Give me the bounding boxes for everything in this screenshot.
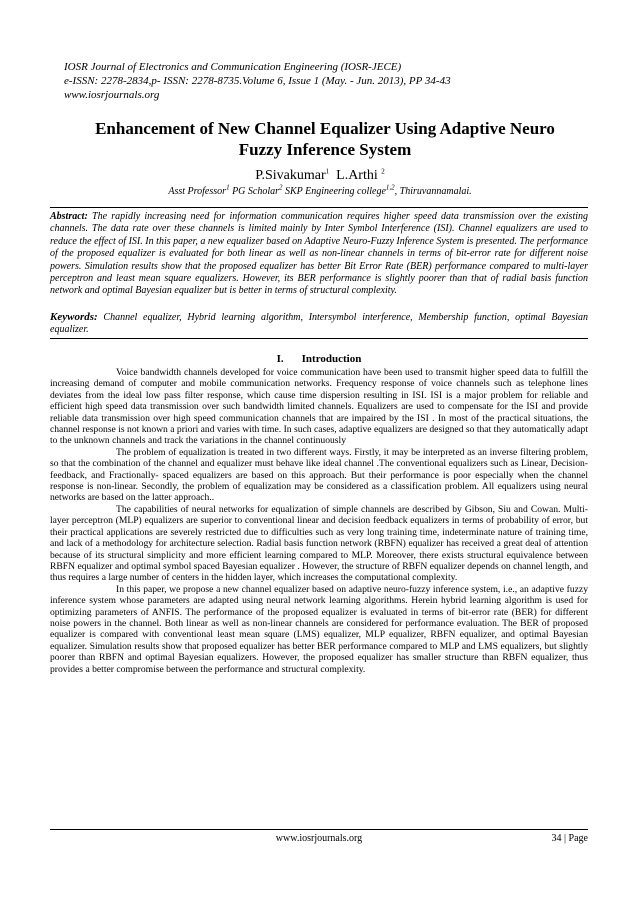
affiliation-text: SKP Engineering college — [282, 186, 386, 197]
keywords-label: Keywords: — [50, 311, 98, 323]
author-line — [64, 168, 576, 184]
section-title: Introduction — [301, 353, 362, 365]
author-name: L.Arthi — [336, 168, 378, 183]
body-paragraph: Voice bandwidth channels developed for voice communication have been used to transmit higher speed data to fulfill the increasing demand of computer and mobile communication networks. Frequency response of voice channels such as telephone lines deviates from the ideal low pass filter response, which cause time dispersion resulting in ISI. ISI is a major problem for reliable and efficient high speed data transmission over such bandwidth limited channels. Equalizers are used to compensate for the ISI and provide reliable data transmission over high speed communication channels that are impaired by the ISI . In most of the practical situations, the channel response is not known a priori and varies with time. In such cases, adaptive equalizers are designed so that they automatically adapt to the unknown channels and track the variations in the channel continuously — [50, 367, 588, 447]
affiliation-superscript: 2 — [279, 183, 283, 192]
footer-url: www.iosrjournals.org — [275, 833, 363, 844]
affiliation-text: PG Scholar — [229, 186, 280, 197]
footer-rule — [50, 829, 588, 830]
affiliation-text: Asst Professor — [168, 186, 227, 197]
affiliation-superscript: 1,2 — [385, 183, 395, 192]
affiliation-superscript: 1 — [226, 183, 230, 192]
affiliation-line — [64, 183, 576, 198]
keywords-block — [50, 311, 588, 337]
abstract-text: The rapidly increasing need for information communication requires higher speed data transmission over the existing channels. The data rate over these channels is limited mainly by Inter Symbol Interference (ISI). Channel equalizers are used to reduce the effect of ISI. In this paper, a new equalizer based on Adaptive Neuro-Fuzzy Inference System is presented. The performance of the proposed equalizer is evaluated for both linear as well as non-linear channels in terms of bit-error rate for different noise powers. Simulation results show that the proposed equalizer has better Bit Error Rate (BER) performance compared to multi-layer perceptron and least mean square equalizers. However, its BER performance is slightly poorer than that of radial basis function network and optimal Bayesian equalizer but is better in terms of structural complexity. — [50, 211, 589, 297]
journal-url: www.iosrjournals.org — [64, 89, 160, 101]
abstract-label: Abstract: — [50, 211, 88, 222]
author-superscript: 1 — [325, 167, 330, 176]
author-superscript: 2 — [381, 167, 385, 176]
body-text — [50, 367, 588, 675]
body-paragraph: The capabilities of neural networks for equalization of simple channels are described by Gibson, Siu and Cowan. Multi-layer perceptron (MLP) equalizers are superior to conventional linear and decision feedback equalizers in terms of probability of error, but their practical applications are severely restricted due to difficulties such as very long training time, indeterminate nature of training time, and lack of a methodology for architecture selection. Radial basis function network (RBFN) equalizer has received a great deal of attention because of its structural simplicity and more efficient learning compared to MLP. Moreover, there exists structural equivalence between RBFN equalizer and optimal symbol spaced Bayesian equalizer . However, the structure of RBFN equalizer depends on channel length, and thus requires a large number of centers in the hidden layer, which increases the computational complexity. — [50, 503, 588, 584]
abstract-top-rule — [50, 207, 588, 208]
body-paragraph: In this paper, we propose a new channel equalizer based on adaptive neuro-fuzzy inference system, i.e., an adaptive fuzzy inference system whose parameters are adapted using neural network learning algorithms. Herein hybrid learning algorithm is used for optimizing parameters of ANFIS. The performance of the proposed equalizer is evaluated in terms of bit-error rate (BER) for different noise powers in the channel. Both linear as well as non-linear channels are considered for performance evaluation. The BER of proposed equalizer is compared with conventional least mean square (LMS) equalizer, MLP equalizer, RBFN equalizer, and optimal Bayesian equalizer. Simulation results show that proposed equalizer has better BER performance compared to MLP and LMS equalizers, but slightly poorer than RBFN and optimal Bayesian equalizers. However, the proposed equalizer has smaller structure than RBFN equalizer, thus provides a better compromise between the performance and structural complexity. — [50, 583, 588, 675]
journal-name: IOSR Journal of Electronics and Communication Engineering (IOSR-JECE) — [64, 61, 402, 73]
page-number: 34 | Page — [551, 833, 588, 844]
section-heading — [50, 352, 588, 366]
journal-issn: e-ISSN: 2278-2834,p- ISSN: 2278-8735.Volume 6, Issue 1 (May. - Jun. 2013), PP 34-43 — [64, 75, 451, 87]
section-number: I. — [276, 353, 284, 365]
author-name: P.Sivakumar — [255, 168, 326, 183]
paper-title: Enhancement of New Channel Equalizer Using Adaptive Neuro Fuzzy Inference System — [95, 119, 555, 159]
body-paragraph: The problem of equalization is treated in two different ways. Firstly, it may be interpreted as an inverse filtering problem, so that the combination of the channel and equalizer must behave like ideal channel .The conventional equalizers such as Linear, Decision-feedback, and Fractionally- spaced equalizers are based on this approach. But their performance is poor especially when the channel response is non-linear. Secondly, the problem of equalization may be considered as a classification problem. All equalizers using neural networks are based on the latter approach.. — [50, 446, 588, 504]
affiliation-text: , Thiruvannamalai. — [394, 186, 472, 197]
journal-header — [64, 60, 584, 102]
abstract-block — [50, 211, 588, 298]
abstract-bottom-rule — [50, 338, 588, 339]
keywords-text: Channel equalizer, Hybrid learning algorithm, Intersymbol interference, Membership function, optimal Bayesian equalizer. — [50, 312, 589, 336]
